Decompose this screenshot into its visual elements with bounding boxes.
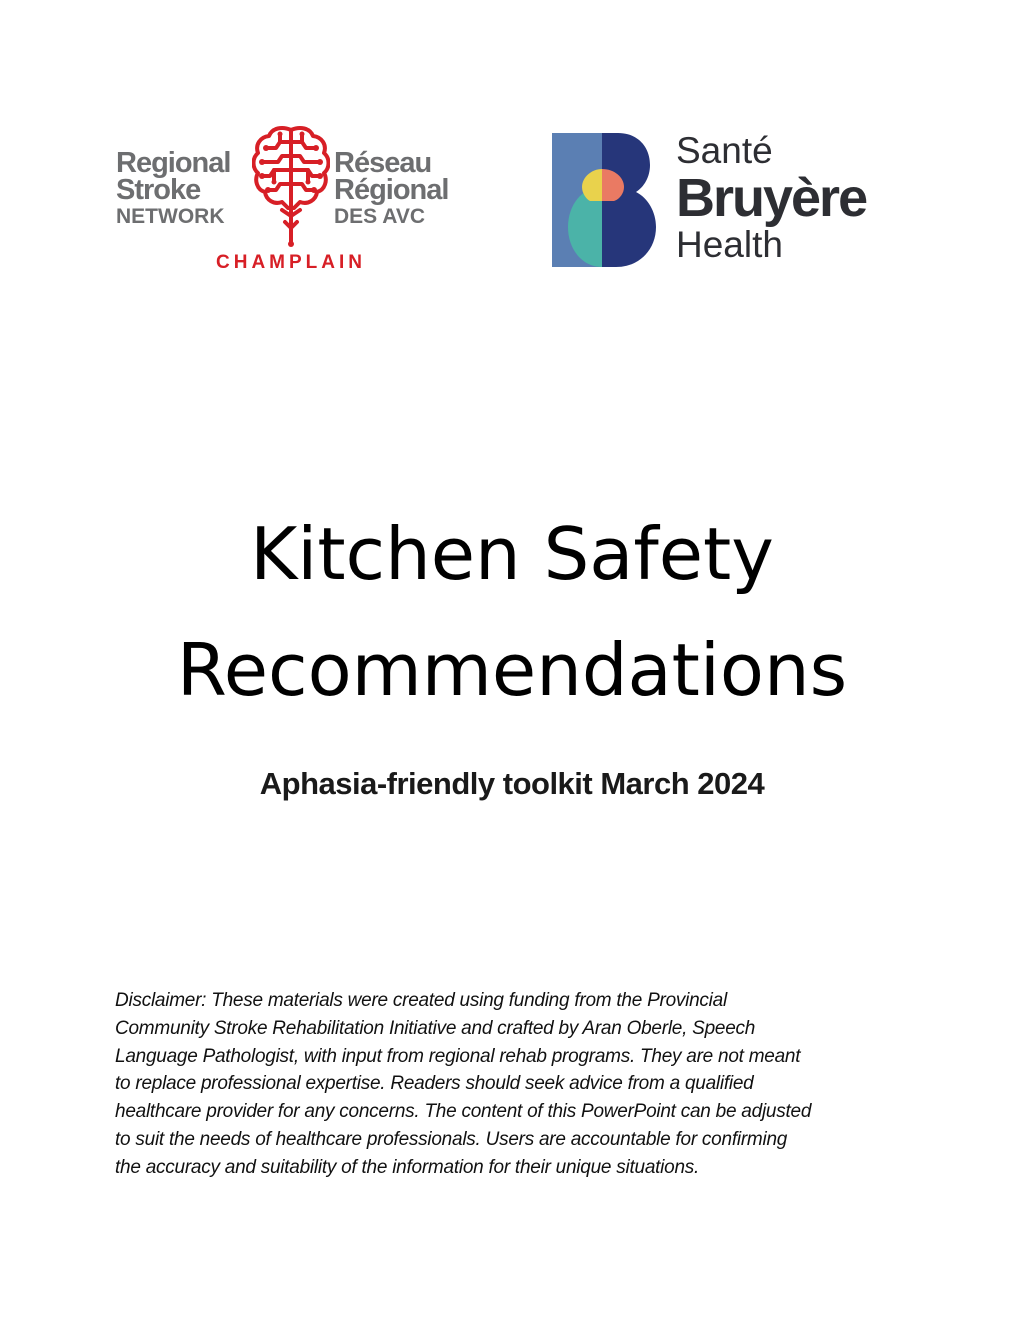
disclaimer-line: Disclaimer: These materials were created using funding from the Provincial [115, 990, 727, 1011]
disclaimer-paragraph [115, 987, 915, 1182]
title-line-2: Recommendations [176, 628, 848, 712]
rsn-word-regional: Regional [116, 147, 231, 179]
disclaimer-line: to suit the needs of healthcare professionals. Users are accountable for confirming [115, 1128, 788, 1150]
rsn-champlain-label: CHAMPLAIN [216, 252, 366, 273]
bruyere-word-bruyere: Bruyère [676, 168, 867, 228]
disclaimer-line: Language Pathologist, with input from regional rehab programs. They are not meant [115, 1045, 801, 1067]
sante-bruyere-health-logo [552, 130, 924, 270]
rsn-word-network: NETWORK [116, 205, 225, 228]
document-subtitle: Aphasia-friendly toolkit March 2024 [259, 766, 765, 801]
brain-icon [252, 124, 330, 250]
rsn-french-wordmark [334, 147, 449, 229]
bruyere-word-health: Health [676, 224, 783, 265]
disclaimer-line: Community Stroke Rehabilitation Initiative and crafted by Aran Oberle, Speech [115, 1017, 756, 1039]
disclaimer-line: the accuracy and suitability of the information for their unique situations. [115, 1156, 700, 1178]
rsn-word-regional-fr: Régional [334, 174, 449, 206]
bruyere-b-mark-icon [552, 133, 656, 267]
disclaimer-line: healthcare provider for any concerns. The content of this PowerPoint can be adjusted [115, 1101, 812, 1123]
regional-stroke-network-logo [114, 124, 464, 274]
bruyere-word-sante: Santé [676, 130, 773, 171]
rsn-english-wordmark [116, 147, 231, 229]
bruyere-wordmark [676, 130, 866, 266]
disclaimer-line: to replace professional expertise. Readers should seek advice from a qualified [115, 1073, 754, 1095]
document-title [0, 496, 1024, 728]
rsn-word-reseau: Réseau [334, 147, 432, 179]
rsn-word-stroke: Stroke [116, 174, 201, 206]
title-line-1: Kitchen Safety [250, 512, 774, 596]
rsn-word-des-avc: DES AVC [334, 205, 426, 228]
